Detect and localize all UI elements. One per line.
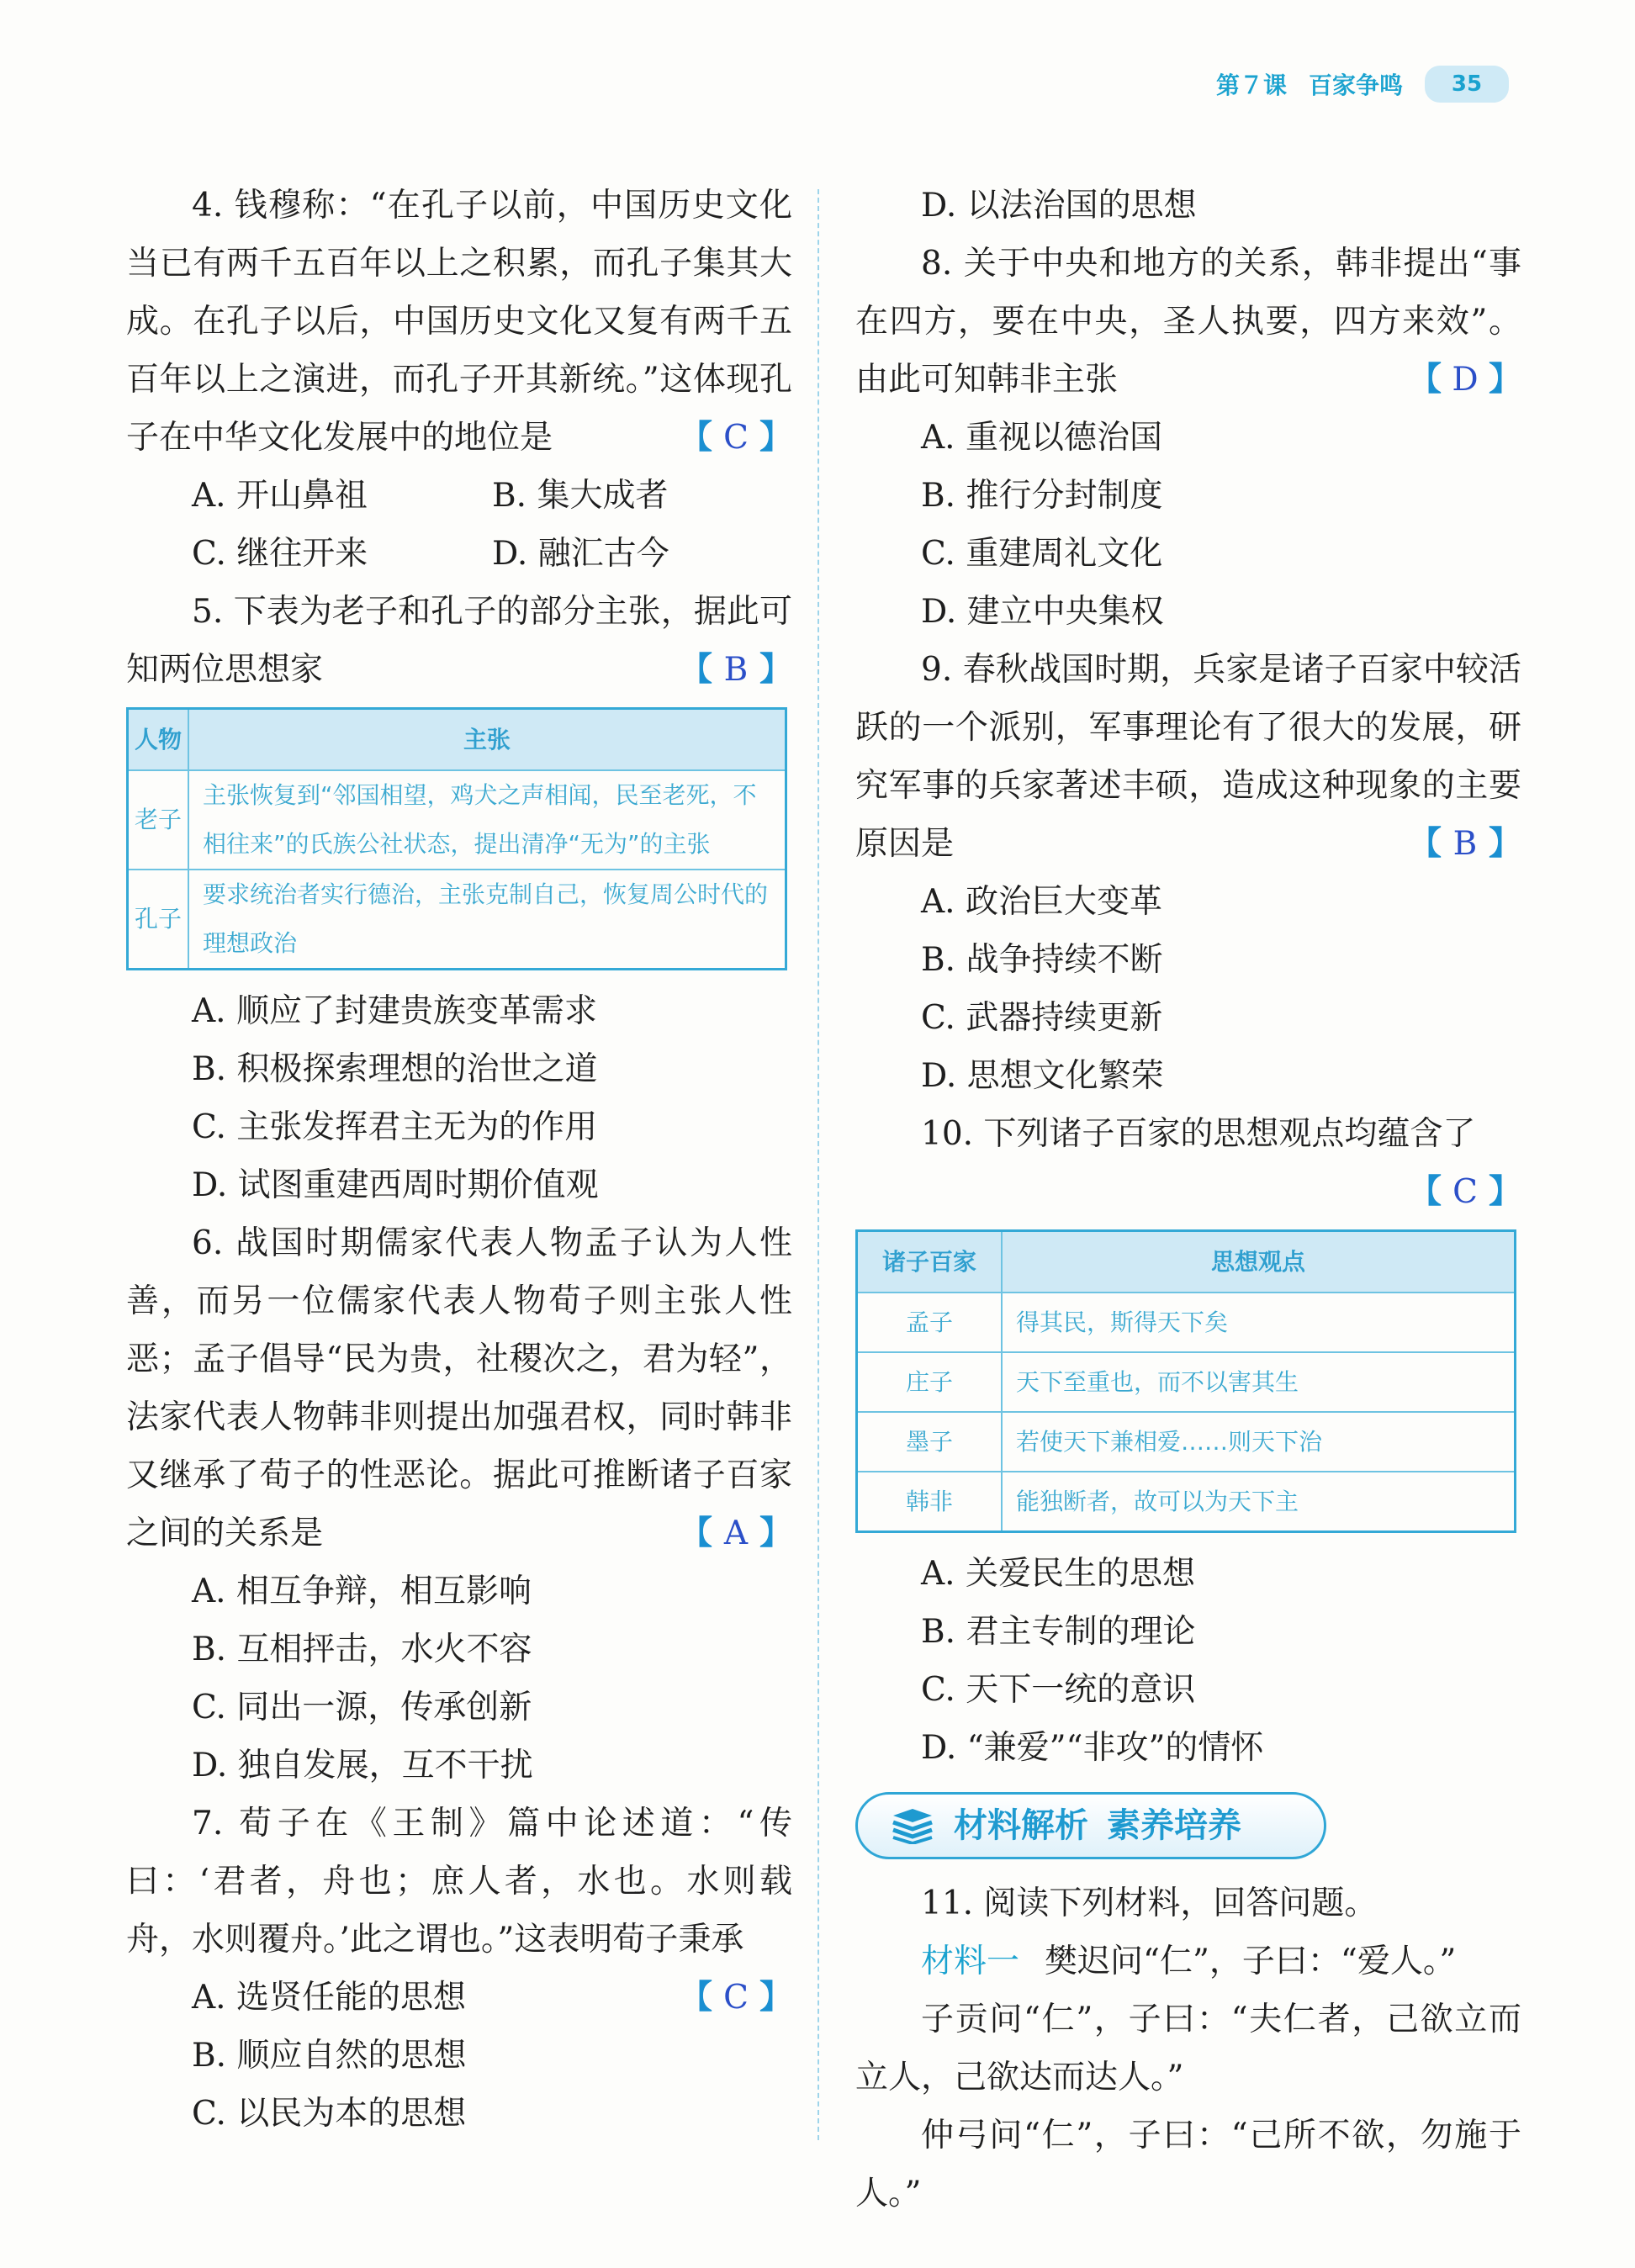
option-d: D. “兼爱”“非攻”的情怀	[921, 1729, 1264, 1767]
answer-box: 【 B 】	[1409, 815, 1521, 873]
question-11-stem: 11. 阅读下列材料，回答问题。	[921, 1885, 1378, 1922]
question-10	[855, 1105, 1521, 1163]
table-cell-claim: 主张恢复到“邻国相望，鸡犬之声相闻，民至老死，不相往来”的氏族公社状态，提出清净“无为”的主张	[188, 770, 786, 870]
question-5-stem: 5. 下表为老子和孔子的部分主张，据此可知两位思想家	[126, 593, 792, 689]
answer-value: A	[723, 1515, 749, 1552]
option-b: B. 积极探索理想的治世之道	[192, 1050, 598, 1088]
table-cell-person: 孔子	[128, 870, 189, 970]
option-b: B. 集大成者	[492, 477, 669, 515]
table-cell-school: 墨子	[857, 1412, 1003, 1472]
option-a: A. 政治巨大变革	[921, 883, 1162, 921]
material-text: 樊迟问“仁”，子曰：“爱人。”	[1045, 1943, 1457, 1980]
option-a: A. 关爱民生的思想	[921, 1555, 1195, 1593]
option-c: C. 以民为本的思想	[192, 2095, 467, 2133]
table-header: 人物	[128, 709, 189, 771]
table-cell-person: 老子	[128, 770, 189, 870]
option-d: D. 建立中央集权	[921, 593, 1164, 631]
table-cell-view: 能独断者，故可以为天下主	[1002, 1472, 1516, 1532]
table-cell-school: 庄子	[857, 1352, 1003, 1412]
question-5	[126, 583, 792, 699]
option-c: C. 同出一源，传承创新	[192, 1689, 532, 1726]
option-c: C. 武器持续更新	[921, 999, 1163, 1037]
option-b: B. 顺应自然的思想	[192, 2037, 467, 2075]
page-number: 35	[1425, 66, 1509, 103]
answer-box: 【 B 】	[680, 641, 792, 699]
question-9-stem: 9. 春秋战国时期，兵家是诸子百家中较活跃的一个派别，军事理论有了很大的发展，研究军事的兵家著述丰硕，造成这种现象的主要原因是	[855, 651, 1521, 863]
table-header: 思想观点	[1002, 1231, 1516, 1293]
left-column	[126, 177, 792, 2143]
option-b: B. 互相抨击，水火不容	[192, 1631, 532, 1668]
material-line	[855, 1932, 1521, 1990]
page-header	[1216, 66, 1509, 103]
table-row	[857, 1293, 1516, 1352]
option-d: D. 融汇古今	[492, 535, 669, 573]
table-header: 诸子百家	[857, 1231, 1003, 1293]
question-11	[855, 1874, 1521, 1932]
option-b: B. 君主专制的理论	[921, 1613, 1196, 1651]
column-divider	[818, 189, 819, 2140]
option-d: D. 试图重建西周时期价值观	[192, 1166, 599, 1204]
table-row	[857, 1472, 1516, 1532]
question-4	[126, 177, 792, 467]
thinkers-table	[126, 707, 787, 970]
option-a: A. 选贤任能的思想	[192, 1979, 466, 2017]
table-cell-view: 天下至重也，而不以害其生	[1002, 1352, 1516, 1412]
option-a: A. 重视以德治国	[921, 419, 1162, 457]
banner-title-1: 材料解析	[954, 1805, 1088, 1845]
question-9	[855, 641, 1521, 873]
lesson-title: 百家争鸣	[1308, 71, 1403, 99]
table-header-row	[128, 709, 786, 771]
option-b: B. 战争持续不断	[921, 941, 1163, 979]
table-cell-school: 韩非	[857, 1472, 1003, 1532]
option-c: C. 天下一统的意识	[921, 1671, 1196, 1709]
answer-value: C	[723, 419, 749, 457]
schools-table	[855, 1229, 1516, 1533]
answer-box: 【 C 】	[680, 409, 792, 467]
option-a: A. 顺应了封建贵族变革需求	[192, 992, 597, 1030]
option-a: A. 相互争辩，相互影响	[192, 1573, 532, 1610]
banner-title-2: 素养培养	[1107, 1805, 1241, 1845]
answer-value: C	[1452, 1173, 1478, 1211]
table-cell-claim: 要求统治者实行德治，主张克制自己，恢复周公时代的理想政治	[188, 870, 786, 970]
answer-value: D	[1452, 361, 1479, 399]
table-header-row	[857, 1231, 1516, 1293]
option-a: A. 开山鼻祖	[192, 477, 368, 515]
question-4-stem: 4. 钱穆称：“在孔子以前，中国历史文化当已有两千五百年以上之积累，而孔子集其大成。在孔子以后，中国历史文化又复有两千五百年以上之演进，而孔子开其新统。”这体现孔子在中华文化发展中的地位是	[126, 187, 792, 457]
answer-box: 【 A 】	[680, 1504, 792, 1562]
question-8	[855, 235, 1521, 409]
option-d: D. 思想文化繁荣	[921, 1057, 1164, 1095]
question-6-stem: 6. 战国时期儒家代表人物孟子认为人性善，而另一位儒家代表人物荀子则主张人性恶；孟子倡导“民为贵，社稷次之，君为轻”，法家代表人物韩非则提出加强君权，同时韩非又继承了荀子的性恶论。据此可推断诸子百家之间的关系是	[126, 1224, 792, 1552]
right-column	[855, 177, 1521, 2223]
table-row	[128, 770, 786, 870]
option-c: C. 重建周礼文化	[921, 535, 1163, 573]
question-6	[126, 1214, 792, 1562]
section-banner	[855, 1792, 1326, 1859]
table-cell-view: 得其民，斯得天下矣	[1002, 1293, 1516, 1352]
table-header: 主张	[188, 709, 786, 771]
answer-value: B	[1452, 825, 1478, 863]
option-d: D. 独自发展，互不干扰	[192, 1747, 533, 1784]
question-7-stem: 7. 荀子在《王制》篇中论述道：“传曰：‘君者，舟也；庶人者，水也。水则载舟，水则覆舟。’此之谓也。”这表明荀子秉承	[126, 1805, 792, 1959]
material-label: 材料一	[921, 1943, 1020, 1980]
table-row	[857, 1412, 1516, 1472]
option-c: C. 主张发挥君主无为的作用	[192, 1108, 598, 1146]
option-b: B. 推行分封制度	[921, 477, 1163, 515]
answer-box: 【 C 】	[680, 1969, 792, 2027]
books-icon	[890, 1807, 935, 1844]
answer-value: B	[723, 651, 749, 689]
question-10-stem: 10. 下列诸子百家的思想观点均蕴含了	[921, 1115, 1476, 1153]
question-8-stem: 8. 关于中央和地方的关系，韩非提出“事在四方，要在中央，圣人执要，四方来效”。由此可知韩非主张	[855, 245, 1521, 399]
table-row	[128, 870, 786, 970]
lesson-number: 第７课	[1215, 71, 1287, 99]
options-row	[126, 467, 792, 525]
material-line: 子贡问“仁”，子曰：“夫仁者，己欲立而立人，己欲达而达人。”	[855, 2001, 1521, 2096]
option-c: C. 继往开来	[192, 535, 368, 573]
answer-value: C	[723, 1979, 749, 2017]
material-line: 仲弓问“仁”，子曰：“己所不欲，勿施于人。”	[855, 2117, 1521, 2212]
answer-box: 【 D 】	[1409, 351, 1521, 409]
table-cell-school: 孟子	[857, 1293, 1003, 1352]
table-cell-view: 若使天下兼相爱……则天下治	[1002, 1412, 1516, 1472]
table-row	[857, 1352, 1516, 1412]
options-row	[126, 525, 792, 583]
answer-box: 【 C 】	[855, 1163, 1521, 1221]
option-d: D. 以法治国的思想	[921, 187, 1197, 225]
